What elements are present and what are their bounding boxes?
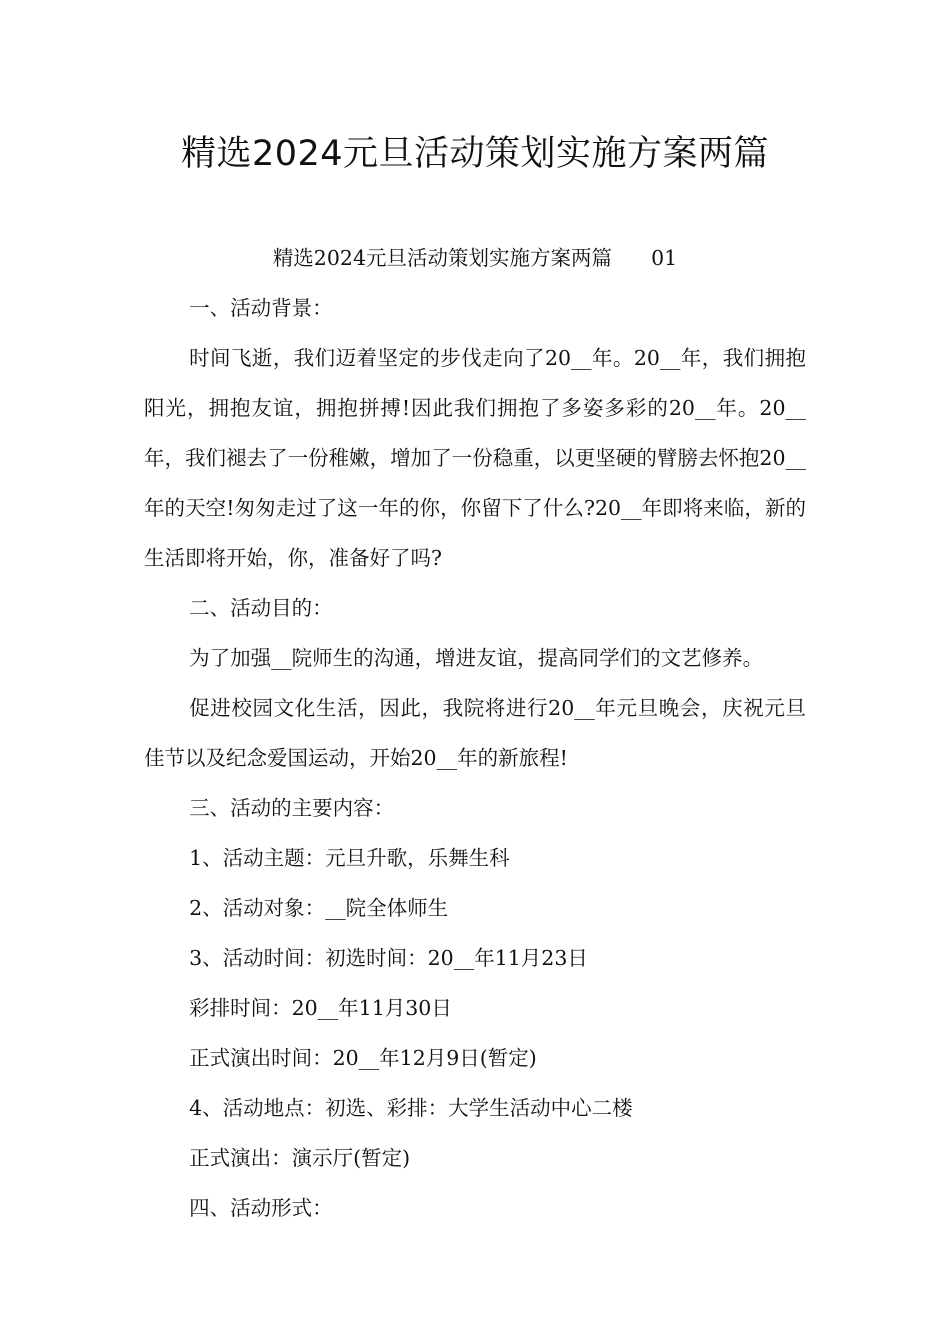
paragraph-purpose-2: 促进校园文化生活，因此，我院将进行20__年元旦晚会，庆祝元旦佳节以及纪念爱国运动，开始20__年的新旅程! bbox=[144, 696, 806, 770]
section-heading-format: 四、活动形式： bbox=[189, 1196, 333, 1220]
document-subtitle: 精选2024元旦活动策划实施方案两篇 01 bbox=[272, 246, 678, 270]
section-heading-purpose: 二、活动目的： bbox=[189, 596, 333, 620]
section-heading-background: 一、活动背景： bbox=[189, 296, 333, 320]
section-heading-content: 三、活动的主要内容： bbox=[189, 796, 395, 820]
list-item-audience: 2、活动对象：__院全体师生 bbox=[189, 896, 449, 920]
list-item-performance-time: 正式演出时间：20__年12月9日(暂定) bbox=[189, 1046, 537, 1070]
list-item-location: 4、活动地点：初选、彩排：大学生活动中心二楼 bbox=[189, 1096, 633, 1120]
list-item-theme: 1、活动主题：元旦升歌，乐舞生科 bbox=[189, 846, 510, 870]
list-item-rehearsal-time: 彩排时间：20__年11月30日 bbox=[189, 996, 452, 1020]
document-body bbox=[144, 283, 806, 1233]
paragraph-background: 时间飞逝，我们迈着坚定的步伐走向了20__年。20__年，我们拥抱阳光，拥抱友谊，拥抱拼搏!因此我们拥抱了多姿多彩的20__年。20__年，我们褪去了一份稚嫩，增加了一份稳重，以更坚硬的臂膀去怀抱20__年的天空!匆匆走过了这一年的你，你留下了什么?20__年即将来临，新的生活即将开始，你，准备好了吗? bbox=[144, 346, 806, 570]
paragraph-purpose-1: 为了加强__院师生的沟通，增进友谊，提高同学们的文艺修养。 bbox=[189, 646, 764, 670]
list-item-performance-location: 正式演出：演示厅(暂定) bbox=[189, 1146, 411, 1170]
list-item-time: 3、活动时间：初选时间：20__年11月23日 bbox=[189, 946, 588, 970]
document-title: 精选2024元旦活动策划实施方案两篇 bbox=[180, 134, 770, 174]
